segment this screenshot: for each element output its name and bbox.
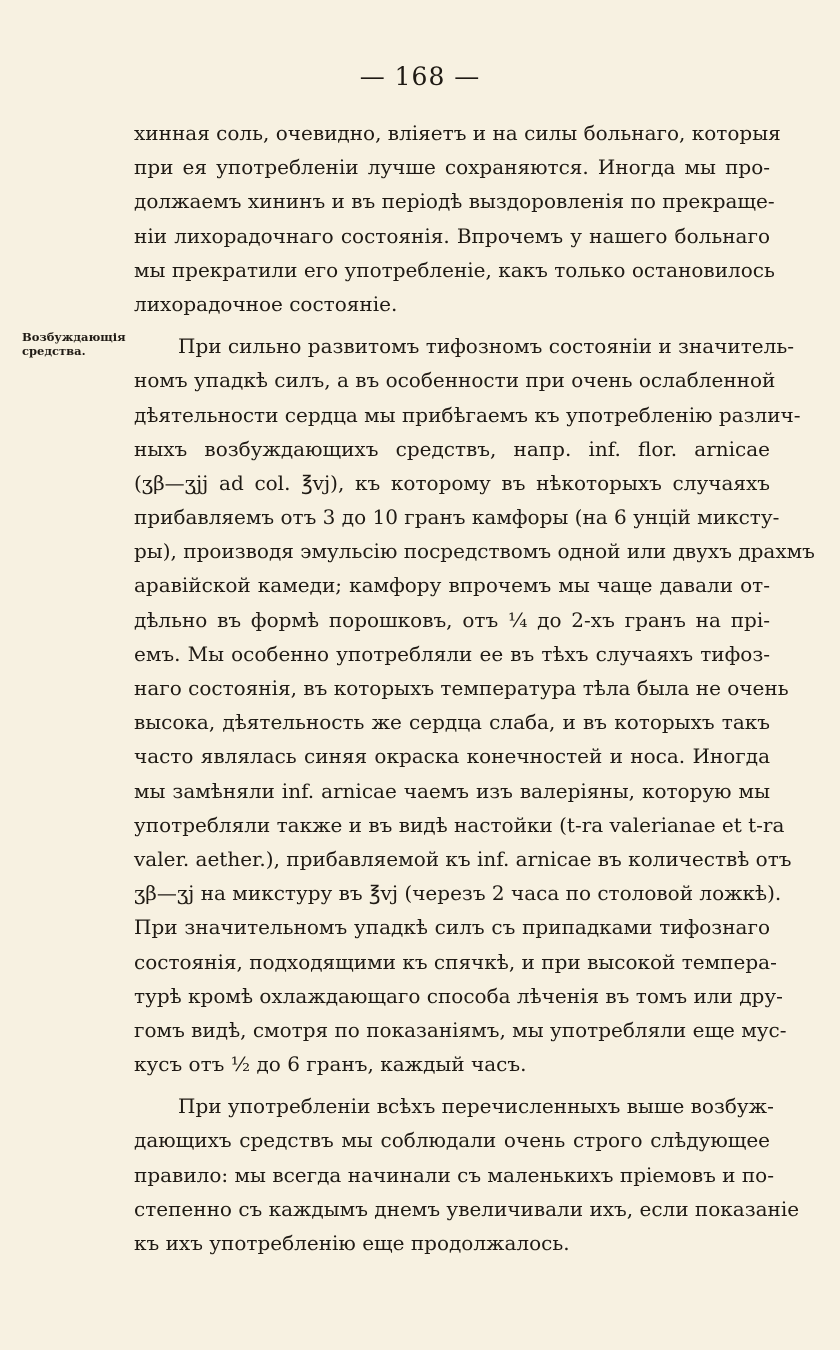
text-line: кусъ отъ ½ до 6 гранъ, каждый часъ. [134, 1052, 527, 1077]
text-line: наго состоянія, въ которыхъ температура тѣла была не очень [134, 676, 789, 700]
text-line: часто являлась синяя окраска конечностей и носа. Иногда [134, 744, 770, 769]
text-line: ныхъ возбуждающихъ средствъ, напр. inf. flor. arnicae [134, 436, 770, 461]
text-line: мы замѣняли inf. arnicae чаемъ изъ валеріяны, которую мы [134, 778, 770, 803]
text-line: При значительномъ упадкѣ силъ съ припадками тифознаго [134, 915, 770, 940]
text-line: употребляли также и въ видѣ настойки (t-ra valerianae et t-ra [134, 812, 785, 837]
text-line: къ ихъ употребленію еще продолжалось. [134, 1231, 570, 1255]
text-line: должаемъ хининъ и въ періодѣ выздоровленія по прекраще- [134, 189, 775, 214]
paragraph [134, 329, 815, 1081]
text-line: лихорадочное состояніе. [134, 291, 398, 316]
margin-note-line: средства. [22, 344, 86, 358]
margin-note-line: Возбуждающія [22, 330, 126, 344]
text-line: (ʒβ—ʒjj ad col. ℥vj), къ которому въ нѣкоторыхъ случаяхъ [134, 470, 770, 495]
text-line: прибавляемъ отъ 3 до 10 гранъ камфоры (на 6 унцій миксту- [134, 505, 780, 530]
text-line: дѣльно въ формѣ порошковъ, отъ ¼ до 2-хъ гранъ на прі- [134, 607, 770, 632]
text-line: дающихъ средствъ мы соблюдали очень строго слѣдующее [134, 1128, 770, 1153]
text-line: ніи лихорадочнаго состоянія. Впрочемъ у нашего больнаго [134, 223, 770, 248]
text-line: При сильно развитомъ тифозномъ состояніи и значитель- [178, 334, 794, 359]
text-line: valer. aether.), прибавляемой къ inf. arnicae въ количествѣ отъ [134, 846, 792, 871]
text-line: дѣятельности сердца мы прибѣгаемъ къ употребленію различ- [134, 402, 801, 427]
text-line: гомъ видѣ, смотря по показаніямъ, мы употребляли еще мус- [134, 1017, 787, 1042]
text-line: хинная соль, очевидно, вліяетъ и на силы больнаго, которыя [134, 121, 781, 145]
text-line: состоянія, подходящими къ спячкѣ, и при высокой темпера- [134, 949, 777, 974]
text-line: высока, дѣятельность же сердца слаба, и въ которыхъ такъ [134, 710, 770, 735]
text-line: правило: мы всегда начинали съ маленькихъ пріемовъ и по- [134, 1162, 774, 1187]
paragraph [134, 1089, 800, 1260]
text-line: турѣ кромѣ охлаждающаго способа лѣченія въ томъ или дру- [134, 983, 783, 1008]
text-line: емъ. Мы особенно употребляли ее въ тѣхъ случаяхъ тифоз- [134, 641, 770, 666]
body-text [134, 116, 815, 1260]
text-line: ʒβ—ʒj на микстуру въ ℥vj (черезъ 2 часа по столовой ложкѣ). [134, 881, 782, 906]
text-line: мы прекратили его употребленіе, какъ только остановилось [134, 257, 775, 282]
page-number: — 168 — [359, 62, 481, 91]
text-line: аравійской камеди; камфору впрочемъ мы чаще давали от- [134, 573, 770, 598]
text-line: степенно съ каждымъ днемъ увеличивали ихъ, если показаніе [134, 1196, 800, 1221]
text-line: при ея употребленіи лучше сохраняются. Иногда мы про- [134, 155, 770, 180]
paragraph [134, 116, 781, 321]
margin-note [22, 330, 132, 358]
text-line: ры), производя эмульсію посредствомъ одной или двухъ драхмъ [134, 539, 815, 564]
text-line: При употребленіи всѣхъ перечисленныхъ выше возбуж- [178, 1094, 774, 1119]
text-line: номъ упадкѣ силъ, а въ особенности при очень ослабленной [134, 368, 776, 393]
